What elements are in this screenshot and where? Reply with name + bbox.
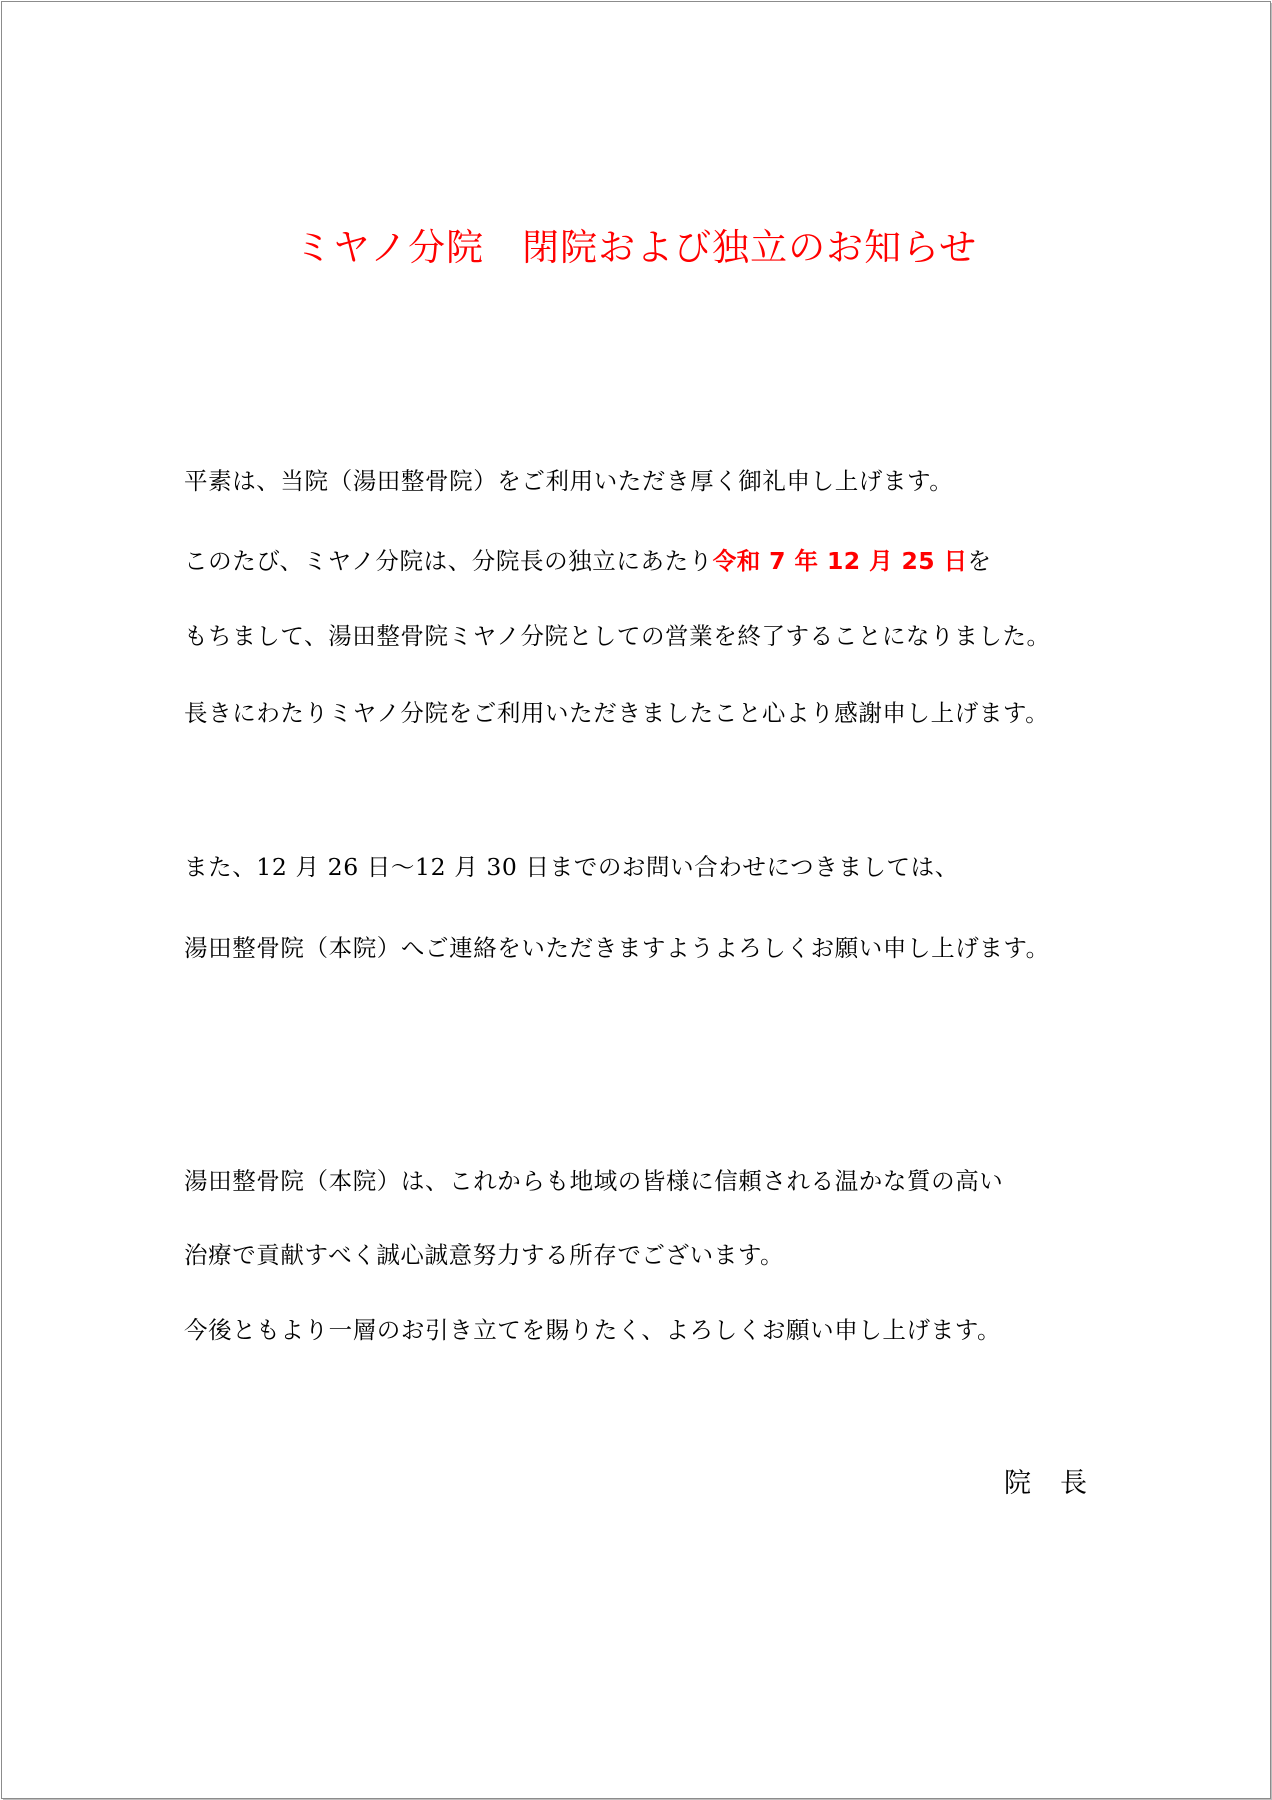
- paragraph2-line1: また、12 月 26 日～12 月 30 日までのお問い合わせにつきましては、: [184, 853, 959, 881]
- paragraph1-line3: もちまして、湯田整骨院ミヤノ分院としての営業を終了することになりました。: [184, 622, 1051, 650]
- paragraph3-line3: 今後ともより一層のお引き立てを賜りたく、よろしくお願い申し上げます。: [184, 1316, 1002, 1344]
- paragraph1-line2-before: このたび、ミヤノ分院は、分院長の独立にあたり: [184, 547, 713, 575]
- paragraph2-line2: 湯田整骨院（本院）へご連絡をいただきますようよろしくお願い申し上げます。: [184, 934, 1050, 962]
- closing-date: 令和 7 年 12 月 25 日: [712, 547, 968, 575]
- paragraph1-line2: [184, 545, 992, 577]
- paragraph3-line1: 湯田整骨院（本院）は、これからも地域の皆様に信頼される温かな質の高い: [184, 1167, 1004, 1195]
- paragraph1-line2-after: を: [967, 547, 992, 575]
- paragraph1-line4: 長きにわたりミヤノ分院をご利用いただきましたこと心より感謝申し上げます。: [184, 699, 1050, 727]
- signature-director: 院 長: [1004, 1468, 1088, 1499]
- paragraph1-line1: 平素は、当院（湯田整骨院）をご利用いただき厚く御礼申し上げます。: [184, 467, 954, 495]
- notice-title: ミヤノ分院 閉院および独立のお知らせ: [294, 226, 978, 269]
- paragraph3-line2: 治療で貢献すべく誠心誠意努力する所存でございます。: [184, 1241, 785, 1269]
- document-page: [1, 1, 1271, 1799]
